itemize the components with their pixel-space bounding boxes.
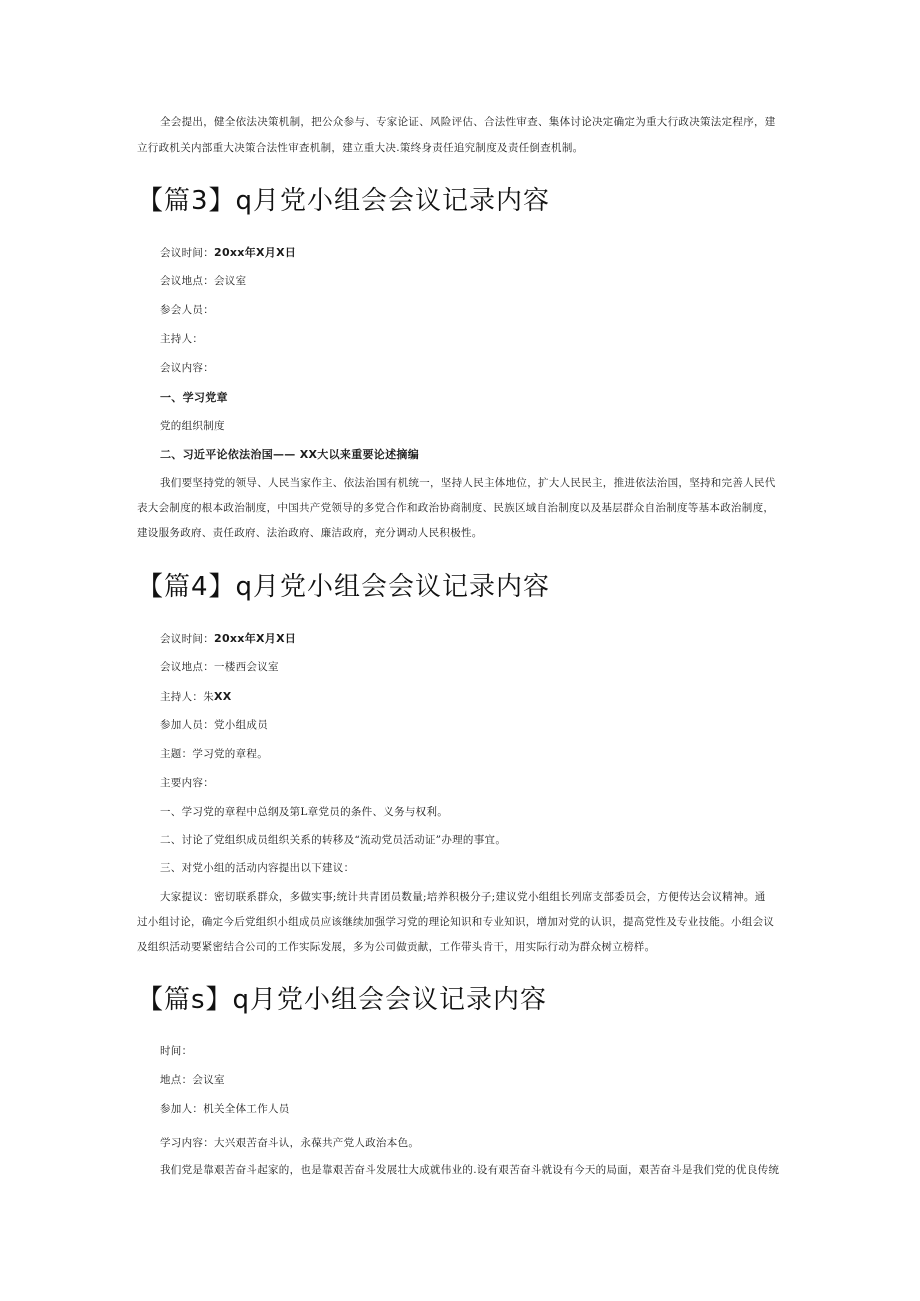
s3-meeting-time	[160, 246, 296, 260]
s3-host: 主持人：	[160, 333, 204, 345]
s3-item-1: 党的组织制度	[160, 420, 225, 432]
s3-para-line-1: 我们要坚持党的领导、人民当家作主、依法治国有机统一，坚持人民主体地位，扩大人民民主，推进依法治国，坚持和完善人民代	[160, 477, 776, 489]
s4-item-1: 一、学习党的章程中总纲及第L章党员的条件、义务与权利。	[160, 806, 449, 818]
s4-time-value: 20xx年X月X日	[214, 632, 297, 645]
s3-meeting-place: 会议地点：会议室	[160, 275, 247, 287]
s4-host	[160, 690, 232, 704]
s4-para-line-3: 及组织活动要紧密结合公司的工作实际发展，多为公司做贡献，工作带头肯干，用实际行动为群众树立榜样。	[137, 941, 656, 953]
s3-content-label: 会议内容：	[160, 362, 214, 374]
s5-attendees: 参加人：机关全体工作人员	[160, 1103, 290, 1115]
s3-heading-1: 一、学习党章	[160, 391, 228, 404]
s4-topic: 主题：学习党的章程。	[160, 748, 268, 760]
s5-place: 地点：会议室	[160, 1074, 225, 1086]
s4-host-value: XX	[214, 690, 232, 703]
s3-attendees: 参会人员：	[160, 304, 214, 316]
section-3-title: 【篇3】q月党小组会会议记录内容	[137, 186, 551, 216]
s4-para-line-2: 过小组讨论，确定今后党组织小组成员应该继续加强学习党的理论知识和专业知识，增加对党的认识，提高党性及专业技能。小组会议	[137, 916, 775, 928]
s4-main-content-label: 主要内容：	[160, 777, 214, 789]
s3-time-label: 会议时间：	[160, 247, 214, 259]
s4-meeting-place: 会议地点：一楼西会议室	[160, 661, 279, 673]
s3-heading-2: 二、习近平论依法治国—— XX大以来重要论述摘编	[160, 448, 419, 461]
s4-item-3: 三、对党小组的活动内容提出以下建议：	[160, 862, 355, 874]
s4-host-label: 主持人：朱	[160, 691, 214, 703]
s5-para-line-1: 我们党是靠艰苦奋斗起家的，也是靠艰苦奋斗发展壮大成就伟业的.设有艰苦奋斗就设有今天的局面，艰苦奋斗是我们党的优良传统	[160, 1164, 780, 1176]
s3-time-value: 20xx年X月X日	[214, 246, 297, 259]
s4-meeting-time	[160, 632, 296, 646]
s4-time-label: 会议时间：	[160, 633, 214, 645]
s5-study-content: 学习内容：大兴艰苦奋斗认，永葆共产党人政治本色。	[160, 1137, 420, 1149]
s4-item-2: 二、讨论了党组织成员组织关系的转移及“流动党员活动证”办理的事宜。	[160, 834, 507, 846]
section-4-title: 【篇4】q月党小组会会议记录内容	[137, 572, 551, 602]
s5-time: 时间：	[160, 1045, 193, 1057]
section-5-title: 【篇s】q月党小组会会议记录内容	[137, 985, 548, 1015]
s3-para-line-3: 建设服务政府、责任政府、法治政府、廉洁政府，充分调动人民积极性。	[137, 527, 483, 539]
intro-line-2: 立行政机关内部重大决策合法性审查机制，建立重大决.策终身责任追究制度及责任倒查机制。	[137, 142, 584, 154]
s4-attendees: 参加人员：党小组成员	[160, 719, 268, 731]
s3-para-line-2: 表大会制度的根本政治制度，中国共产党领导的多党合作和政治协商制度、民族区域自治制度以及基层群众自治制度等基本政治制度，	[137, 502, 775, 514]
s4-para-line-1: 大家提议：密切联系群众，多做实事;统计共青团员数量;培养积极分子;建议党小组组长列席支部委员会，方便传达会议精神。通	[160, 891, 766, 903]
intro-line-1: 全会提出，健全依法决策机制，把公众参与、专家论证、风险评估、合法性审查、集体讨论决定确定为重大行政决策法定程序，建	[160, 116, 776, 128]
